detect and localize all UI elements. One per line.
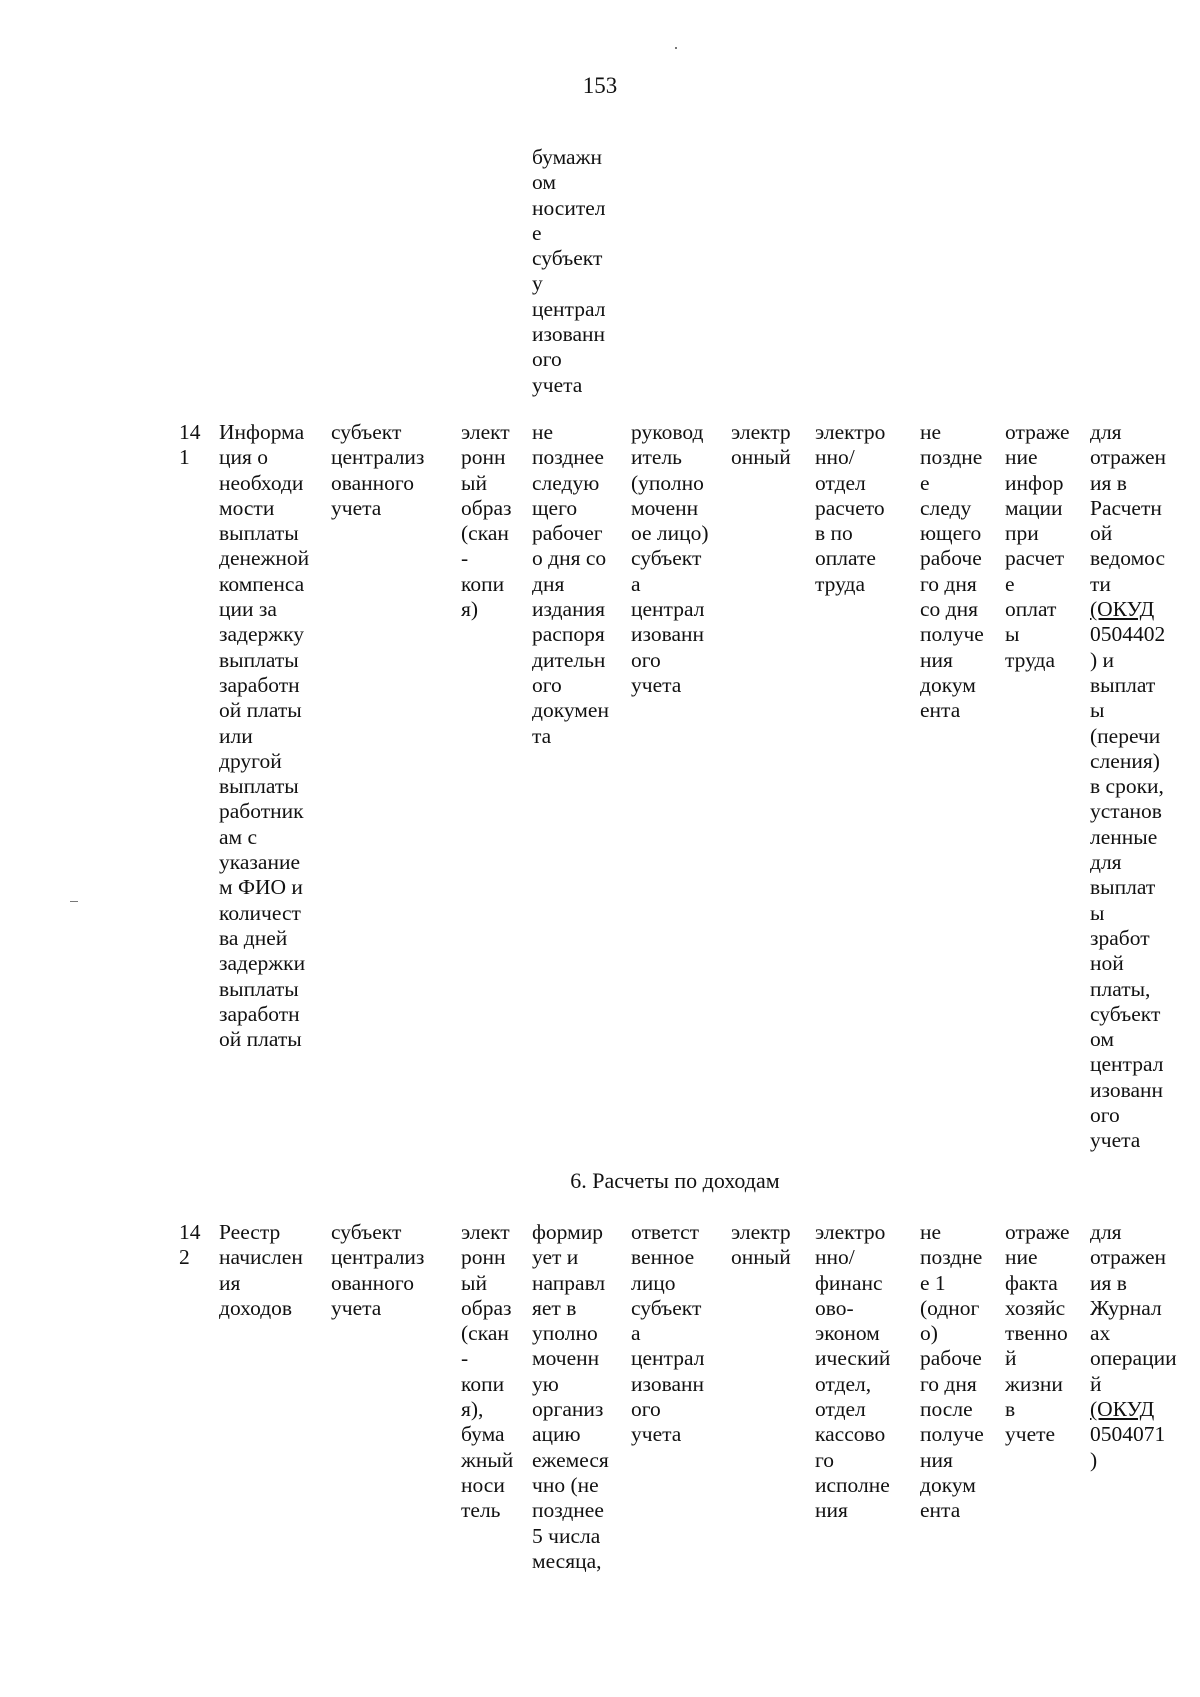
- row-141-processing-deadline: не поздне е следу ющего рабоче го дня со дня получе ния докум ента: [920, 420, 984, 723]
- row-142-signer: ответст венное лицо субъект а централ изованн ого учета: [631, 1220, 705, 1447]
- scan-speck: [675, 47, 677, 49]
- row-141-reflection-post: 0504402 ) и выплат ы (перечи сления) в сроки, установ ленные для выплат ы зработ ной платы, субъект ом централ изованн ого учета: [1090, 622, 1166, 1153]
- row-142-reflection: [1090, 1220, 1177, 1473]
- row-142-okud-link: (ОКУД: [1090, 1397, 1155, 1422]
- row-142-processing-deadline: не поздне е 1 (одног о) рабоче го дня после получе ния докум ента: [920, 1220, 984, 1523]
- scan-speck: [70, 901, 78, 902]
- page-number: 153: [582, 73, 618, 98]
- row-141-form: элект ронн ый образ (скан - копи я): [461, 420, 512, 622]
- row-142-reflection-pre: для отражен ия в Журнал ах операции й: [1090, 1220, 1177, 1396]
- row-141-deadline: не позднее следую щего рабочег о дня со дня издания распоря дительн ого докумен та: [532, 420, 609, 748]
- row-141-signature-type: электр онный: [731, 420, 791, 470]
- row-141-number: 14 1: [179, 420, 201, 470]
- section-heading: 6. Расчеты по доходам: [570, 1168, 780, 1193]
- row-142-reflection-post: 0504071 ): [1090, 1422, 1166, 1472]
- row-141-okud-link: (ОКУД: [1090, 597, 1155, 622]
- row-142-purpose: отраже ние факта хозяйс твенно й жизни в учете: [1005, 1220, 1070, 1447]
- row-142-number: 14 2: [179, 1220, 201, 1270]
- row-141-reflection: [1090, 420, 1166, 1154]
- row-141-document-name: Информа ция о необходи мости выплаты денежной компенса ции за задержку выплаты заработн ой платы или другой выплаты работник ам с указание м ФИО и количест ва дней задержки выплаты заработн ой платы: [219, 420, 310, 1052]
- row-142-signature-type: электр онный: [731, 1220, 791, 1270]
- row-141-recipient: электро нно/ отдел расчето в по оплате труда: [815, 420, 886, 596]
- row-142-form: элект ронн ый образ (скан - копи я), бума жный носи тель: [461, 1220, 514, 1523]
- row-142-document-name: Реестр начислен ия доходов: [219, 1220, 303, 1320]
- row-141-creator: субъект централиз ованного учета: [331, 420, 425, 520]
- row-141-signer: руковод итель (уполно моченн ое лицо) субъект а централ изованн ого учета: [631, 420, 709, 697]
- row-142-recipient: электро нно/ финанс ово- эконом ический отдел, отдел кассово го исполне ния: [815, 1220, 891, 1523]
- row-141-reflection-pre: для отражен ия в Расчетн ой ведомос ти: [1090, 420, 1167, 596]
- row-142-deadline: формир ует и направл яет в уполно моченн ую организ ацию ежемеся чно (не позднее 5 числа месяца,: [532, 1220, 609, 1573]
- row-141-purpose: отраже ние инфор мации при расчет е оплат ы труда: [1005, 420, 1070, 672]
- continuation-cell-deadline: бумажн ом носител е субъект у централ изованн ого учета: [532, 145, 606, 397]
- row-142-creator: субъект централиз ованного учета: [331, 1220, 425, 1320]
